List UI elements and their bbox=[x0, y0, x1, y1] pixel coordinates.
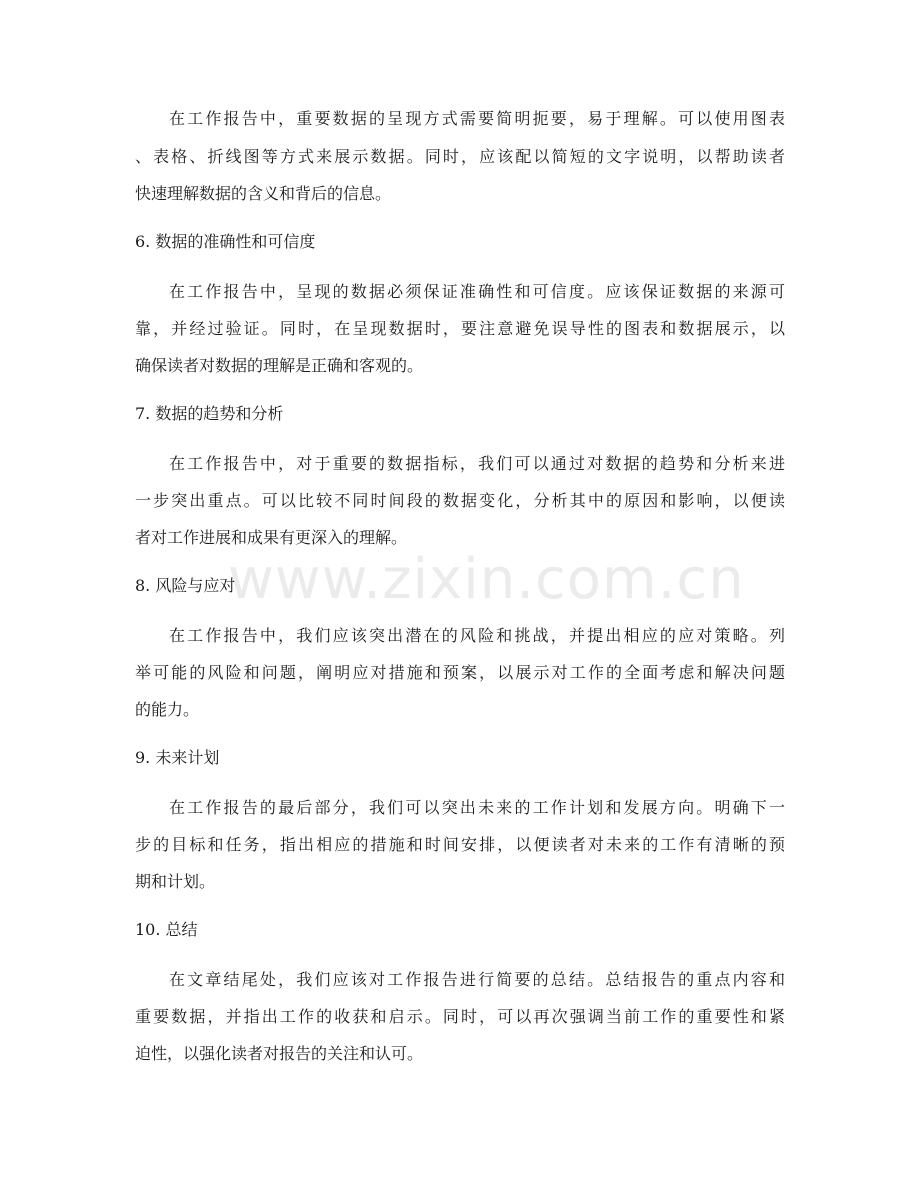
section-heading: 6. 数据的准确性和可信度 bbox=[135, 232, 316, 251]
paragraph-line: 在工作报告中，我们应该突出潜在的风险和挑战，并提出相应的应对策略。列 bbox=[169, 626, 785, 645]
paragraph-line: 迫性，以强化读者对报告的关注和认可。 bbox=[135, 1044, 424, 1063]
paragraph-line: 者对工作进展和成果有更深入的理解。 bbox=[135, 528, 408, 547]
paragraph-line: 在文章结尾处，我们应该对工作报告进行简要的总结。总结报告的重点内容和 bbox=[169, 970, 785, 989]
paragraph-line: 在工作报告的最后部分，我们可以突出未来的工作计划和发展方向。明确下一 bbox=[169, 798, 785, 817]
paragraph-line: 期和计划。 bbox=[135, 872, 216, 891]
paragraph-line: 、表格、折线图等方式来展示数据。同时，应该配以简短的文字说明，以帮助读者 bbox=[135, 147, 785, 166]
paragraph-line: 举可能的风险和问题，阐明应对措施和预案，以展示对工作的全面考虑和解决问题 bbox=[135, 663, 785, 682]
section-heading: 9. 未来计划 bbox=[135, 748, 220, 767]
paragraph-line: 确保读者对数据的理解是正确和客观的。 bbox=[135, 356, 424, 375]
paragraph-line: 的能力。 bbox=[135, 700, 200, 719]
paragraph-line: 在工作报告中，重要数据的呈现方式需要简明扼要，易于理解。可以使用图表 bbox=[169, 109, 785, 128]
paragraph-line: 靠，并经过验证。同时，在呈现数据时，要注意避免误导性的图表和数据展示，以 bbox=[135, 319, 785, 338]
paragraph-line: 在工作报告中，呈现的数据必须保证准确性和可信度。应该保证数据的来源可 bbox=[169, 282, 785, 301]
watermark: www.zixin.com.cn bbox=[228, 547, 745, 612]
section-heading: 7. 数据的趋势和分析 bbox=[135, 404, 284, 423]
section-heading: 8. 风险与应对 bbox=[135, 576, 236, 595]
paragraph-line: 重要数据，并指出工作的收获和启示。同时，可以再次强调当前工作的重要性和紧 bbox=[135, 1007, 785, 1026]
paragraph-line: 在工作报告中，对于重要的数据指标，我们可以通过对数据的趋势和分析来进 bbox=[169, 454, 785, 473]
paragraph-line: 步的目标和任务，指出相应的措施和时间安排，以便读者对未来的工作有清晰的预 bbox=[135, 835, 785, 854]
paragraph-line: 一步突出重点。可以比较不同时间段的数据变化，分析其中的原因和影响，以便读 bbox=[135, 491, 785, 510]
section-heading: 10. 总结 bbox=[135, 920, 198, 939]
paragraph-line: 快速理解数据的含义和背后的信息。 bbox=[135, 184, 392, 203]
